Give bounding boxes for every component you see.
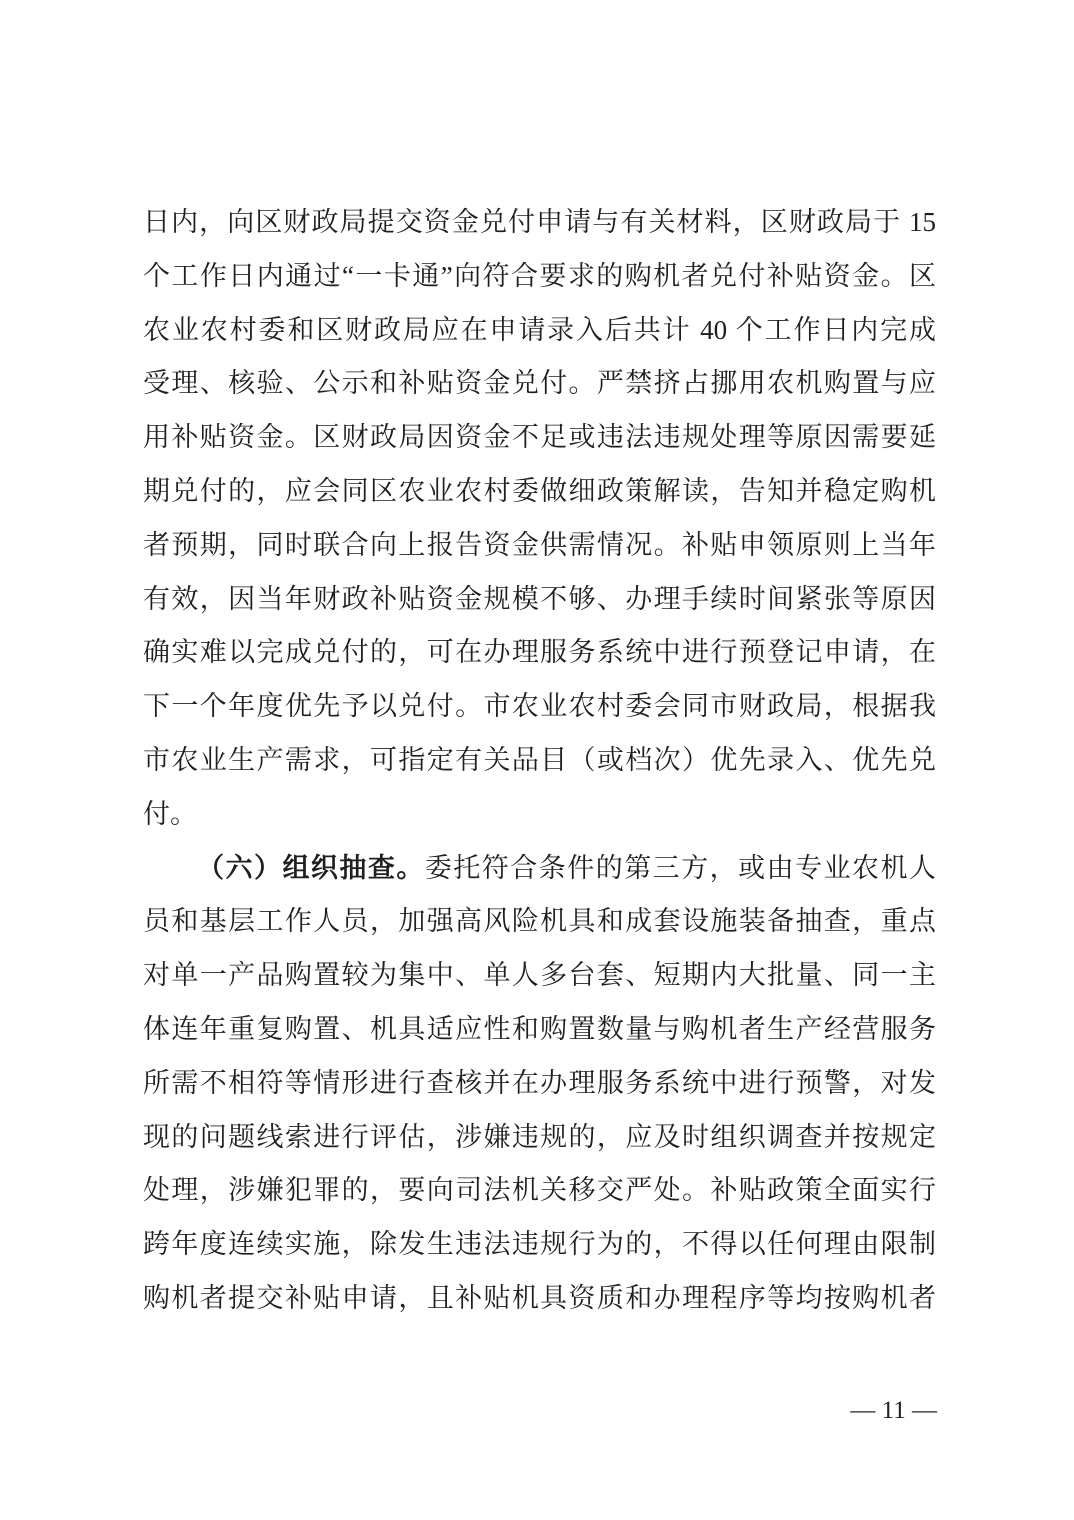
text-line: 确实难以完成兑付的，可在办理服务系统中进行预登记申请，在 bbox=[143, 637, 936, 668]
section-heading: （六）组织抽查。 bbox=[197, 852, 425, 883]
text-line: 对单一产品购置较为集中、单人多台套、短期内大批量、同一主 bbox=[143, 960, 936, 991]
text-line: 体连年重复购置、机具适应性和购置数量与购机者生产经营服务 bbox=[143, 1013, 936, 1044]
paragraph-section-6 bbox=[143, 842, 936, 1326]
text-line: 购机者提交补贴申请，且补贴机具资质和办理程序等均按购机者 bbox=[143, 1282, 936, 1313]
page-number: — 11 — bbox=[850, 1397, 937, 1424]
text-line: 日内，向区财政局提交资金兑付申请与有关材料，区财政局于 15 bbox=[143, 207, 936, 237]
text-line: 个工作日内通过“一卡通”向符合要求的购机者兑付补贴资金。区 bbox=[143, 260, 936, 291]
text-line: 农业农村委和区财政局应在申请录入后共计 40 个工作日内完成 bbox=[143, 314, 936, 345]
text-line: 市农业生产需求，可指定有关品目（或档次）优先录入、优先兑 bbox=[143, 744, 936, 775]
text-line: 期兑付的，应会同区农业农村委做细政策解读，告知并稳定购机 bbox=[143, 475, 936, 506]
text-line: 者预期，同时联合向上报告资金供需情况。补贴申领原则上当年 bbox=[143, 529, 936, 560]
text-run: 委托符合条件的第三方，或由专业农机人 bbox=[424, 852, 936, 883]
text-line: 受理、核验、公示和补贴资金兑付。严禁挤占挪用农机购置与应 bbox=[143, 368, 936, 399]
body-text bbox=[143, 196, 936, 1326]
text-line: 跨年度连续实施，除发生违法违规行为的，不得以任何理由限制 bbox=[143, 1229, 936, 1260]
text-line: 付。 bbox=[143, 798, 197, 829]
text-line: 下一个年度优先予以兑付。市农业农村委会同市财政局，根据我 bbox=[143, 691, 936, 722]
text-line: 处理，涉嫌犯罪的，要向司法机关移交严处。补贴政策全面实行 bbox=[143, 1175, 936, 1206]
text-line bbox=[143, 842, 936, 896]
text-line: 员和基层工作人员，加强高风险机具和成套设施装备抽查，重点 bbox=[143, 906, 936, 937]
text-line: 现的问题线索进行评估，涉嫌违规的，应及时组织调查并按规定 bbox=[143, 1121, 936, 1152]
text-line: 有效，因当年财政补贴资金规模不够、办理手续时间紧张等原因 bbox=[143, 583, 936, 614]
text-line: 所需不相符等情形进行查核并在办理服务系统中进行预警，对发 bbox=[143, 1067, 936, 1098]
text-line: 用补贴资金。区财政局因资金不足或违法违规处理等原因需要延 bbox=[143, 422, 936, 453]
paragraph-continuation bbox=[143, 196, 936, 842]
